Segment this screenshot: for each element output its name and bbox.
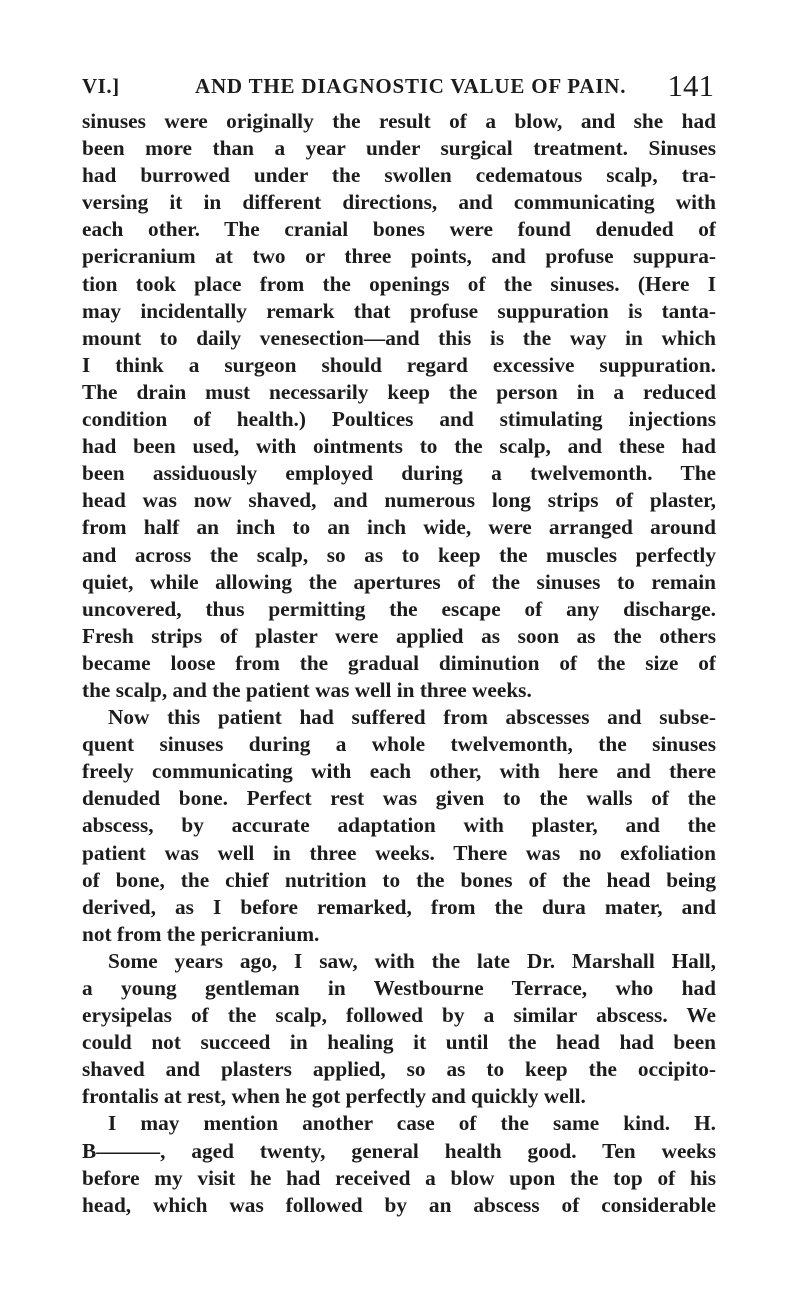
text-line: head was now shaved, and numerous long strips of plaster,: [82, 488, 716, 513]
text-line: Some years ago, I saw, with the late Dr. Marshall Hall,: [108, 948, 716, 973]
text-line: quent sinuses during a whole twelvemonth, the sinuses: [82, 732, 716, 757]
text-line: may incidentally remark that profuse suppuration is tanta-: [82, 298, 716, 323]
text-line: frontalis at rest, when he got perfectly and quickly well.: [82, 1084, 586, 1109]
text-line: had burrowed under the swollen cedematous scalp, tra-: [82, 163, 716, 188]
text-line: each other. The cranial bones were found denuded of: [82, 217, 716, 242]
text-line: The drain must necessarily keep the person in a reduced: [82, 379, 716, 404]
text-line: patient was well in three weeks. There was no exfoliation: [82, 840, 716, 865]
text-line: became loose from the gradual diminution of the size of: [82, 650, 716, 675]
text-line: B———, aged twenty, general health good. Ten weeks: [82, 1138, 716, 1163]
text-line: mount to daily venesection—and this is the way in which: [82, 325, 716, 350]
text-line: been assiduously employed during a twelvemonth. The: [82, 461, 716, 486]
text-line: had been used, with ointments to the scalp, and these had: [82, 434, 716, 459]
text-line: condition of health.) Poultices and stimulating injections: [82, 407, 716, 432]
text-line: versing it in different directions, and communicating with: [82, 190, 716, 215]
text-line: I think a surgeon should regard excessive suppuration.: [82, 352, 716, 377]
running-head: [82, 68, 714, 104]
text-line: been more than a year under surgical treatment. Sinuses: [82, 136, 716, 161]
text-line: sinuses were originally the result of a blow, and she had: [82, 109, 716, 133]
text-line: and across the scalp, so as to keep the muscles perfectly: [82, 542, 716, 567]
text-line: Now this patient had suffered from abscesses and subse-: [108, 705, 716, 730]
text-line: freely communicating with each other, with here and there: [82, 759, 716, 784]
text-line: erysipelas of the scalp, followed by a similar abscess. We: [82, 1003, 716, 1028]
text-line: tion took place from the openings of the sinuses. (Here I: [82, 271, 716, 296]
running-title: AND THE DIAGNOSTIC VALUE OF PAIN.: [195, 74, 627, 98]
body-text: [82, 108, 716, 1219]
text-line: the scalp, and the patient was well in three weeks.: [82, 677, 532, 702]
text-line: not from the pericranium.: [82, 921, 320, 946]
text-line: could not succeed in healing it until the head had been: [82, 1030, 716, 1055]
text-line: I may mention another case of the same kind. H.: [108, 1111, 716, 1136]
page-number: 141: [667, 68, 714, 103]
text-line: uncovered, thus permitting the escape of any discharge.: [82, 596, 716, 621]
text-line: Fresh strips of plaster were applied as soon as the others: [82, 623, 716, 648]
text-line: of bone, the chief nutrition to the bones of the head being: [82, 867, 716, 892]
text-line: a young gentleman in Westbourne Terrace, who had: [82, 976, 716, 1000]
text-line: derived, as I before remarked, from the dura mater, and: [82, 894, 716, 919]
text-line: before my visit he had received a blow upon the top of his: [82, 1165, 716, 1190]
text-line: abscess, by accurate adaptation with plaster, and the: [82, 813, 716, 838]
text-line: shaved and plasters applied, so as to keep the occipito-: [82, 1057, 716, 1082]
text-line: from half an inch to an inch wide, were arranged around: [82, 515, 716, 540]
chapter-number: VI.]: [82, 74, 120, 98]
text-line: denuded bone. Perfect rest was given to the walls of the: [82, 786, 716, 811]
text-line: pericranium at two or three points, and profuse suppura-: [82, 244, 716, 269]
text-line: quiet, while allowing the apertures of the sinuses to remain: [82, 569, 716, 594]
text-line: head, which was followed by an abscess of considerable: [82, 1192, 716, 1217]
